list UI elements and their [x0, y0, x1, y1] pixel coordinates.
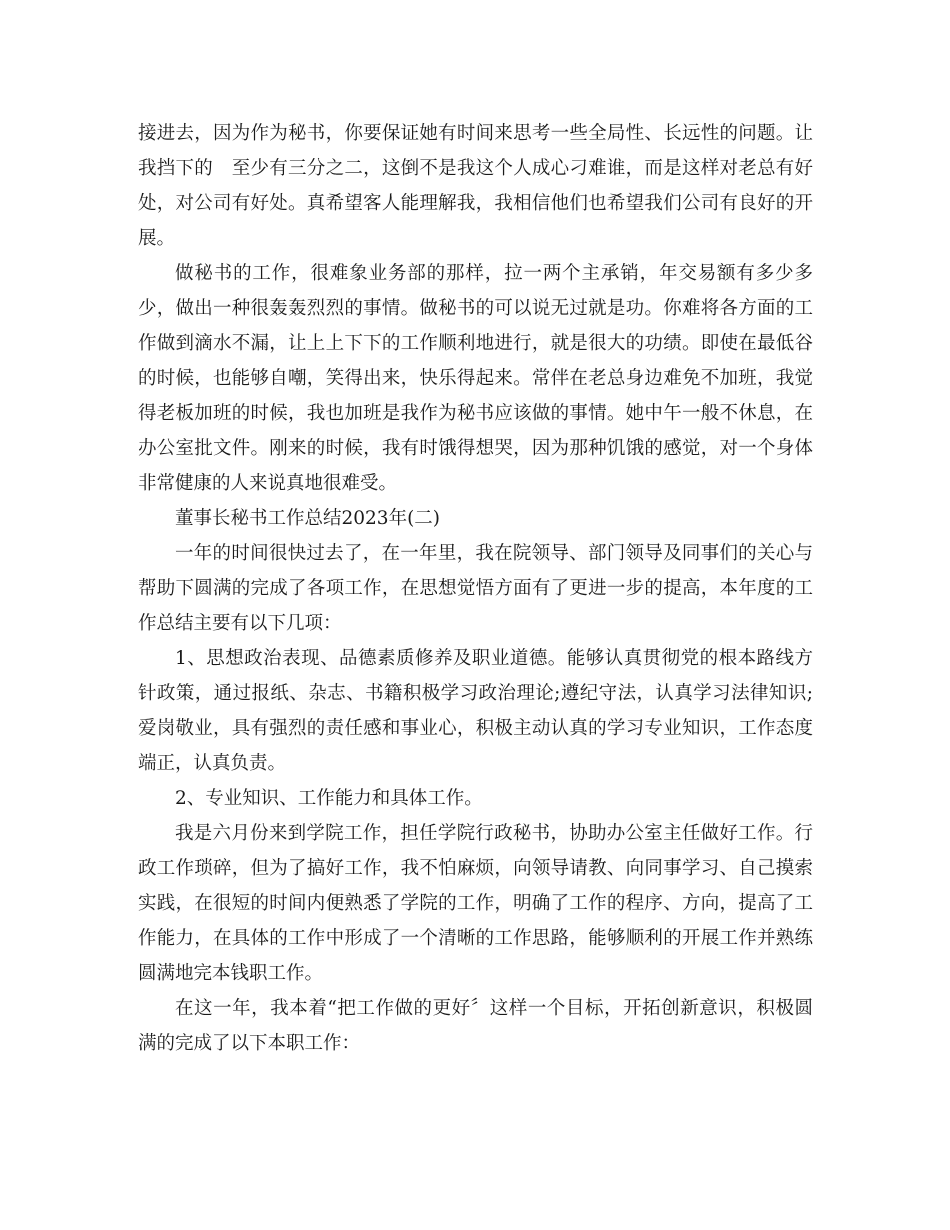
paragraph-continuation: 接进去，因为作为秘书，你要保证她有时间来思考一些全局性、长远性的问题。让我挡下的 至少有三分之二，这倒不是我这个人成心刁难谁，而是这样对老总有好处，对公司有好处。真希望客人能理解我，我相信他们也希望我们公司有良好的开展。	[138, 123, 813, 249]
paragraph: 1、思想政治表现、品德素质修养及职业道德。能够认真贯彻党的根本路线方针政策，通过报纸、杂志、书籍积极学习政治理论;遵纪守法，认真学习法律知识;爱岗敬业，具有强烈的责任感和事业心，积极主动认真的学习专业知识，工作态度端正，认真负责。	[138, 648, 813, 774]
paragraph: 我是六月份来到学院工作，担任学院行政秘书，协助办公室主任做好工作。行政工作琐碎，但为了搞好工作，我不怕麻烦，向领导请教、向同事学习、自己摸索实践，在很短的时间内便熟悉了学院的工作，明确了工作的程序、方向，提高了工作能力，在具体的工作中形成了一个清晰的工作思路，能够顺利的开展工作并熟练圆满地完本钱职工作。	[138, 823, 813, 984]
paragraph: 一年的时间很快过去了，在一年里，我在院领导、部门领导及同事们的关心与帮助下圆满的完成了各项工作，在思想觉悟方面有了更进一步的提高，本年度的工作总结主要有以下几项：	[138, 543, 813, 634]
section-heading: 董事长秘书工作总结2023年(二)	[175, 508, 441, 529]
paragraph: 做秘书的工作，很难象业务部的那样，拉一两个主承销，年交易额有多少多少，做出一种很轰轰烈烈的事情。做秘书的可以说无过就是功。你难将各方面的工作做到滴水不漏，让上上下下的工作顺利地进行，就是很大的功绩。即使在最低谷的时候，也能够自嘲，笑得出来，快乐得起来。常伴在老总身边难免不加班，我觉得老板加班的时候，我也加班是我作为秘书应该做的事情。她中午一般不休息，在办公室批文件。刚来的时候，我有时饿得想哭，因为那种饥饿的感觉，对一个身体非常健康的人来说真地很难受。	[138, 263, 813, 494]
paragraph: 2、专业知识、工作能力和具体工作。	[175, 788, 483, 809]
document-body	[138, 116, 813, 1061]
paragraph: 在这一年，我本着“把工作做的更好〞这样一个目标，开拓创新意识，积极圆满的完成了以下本职工作：	[138, 998, 813, 1054]
